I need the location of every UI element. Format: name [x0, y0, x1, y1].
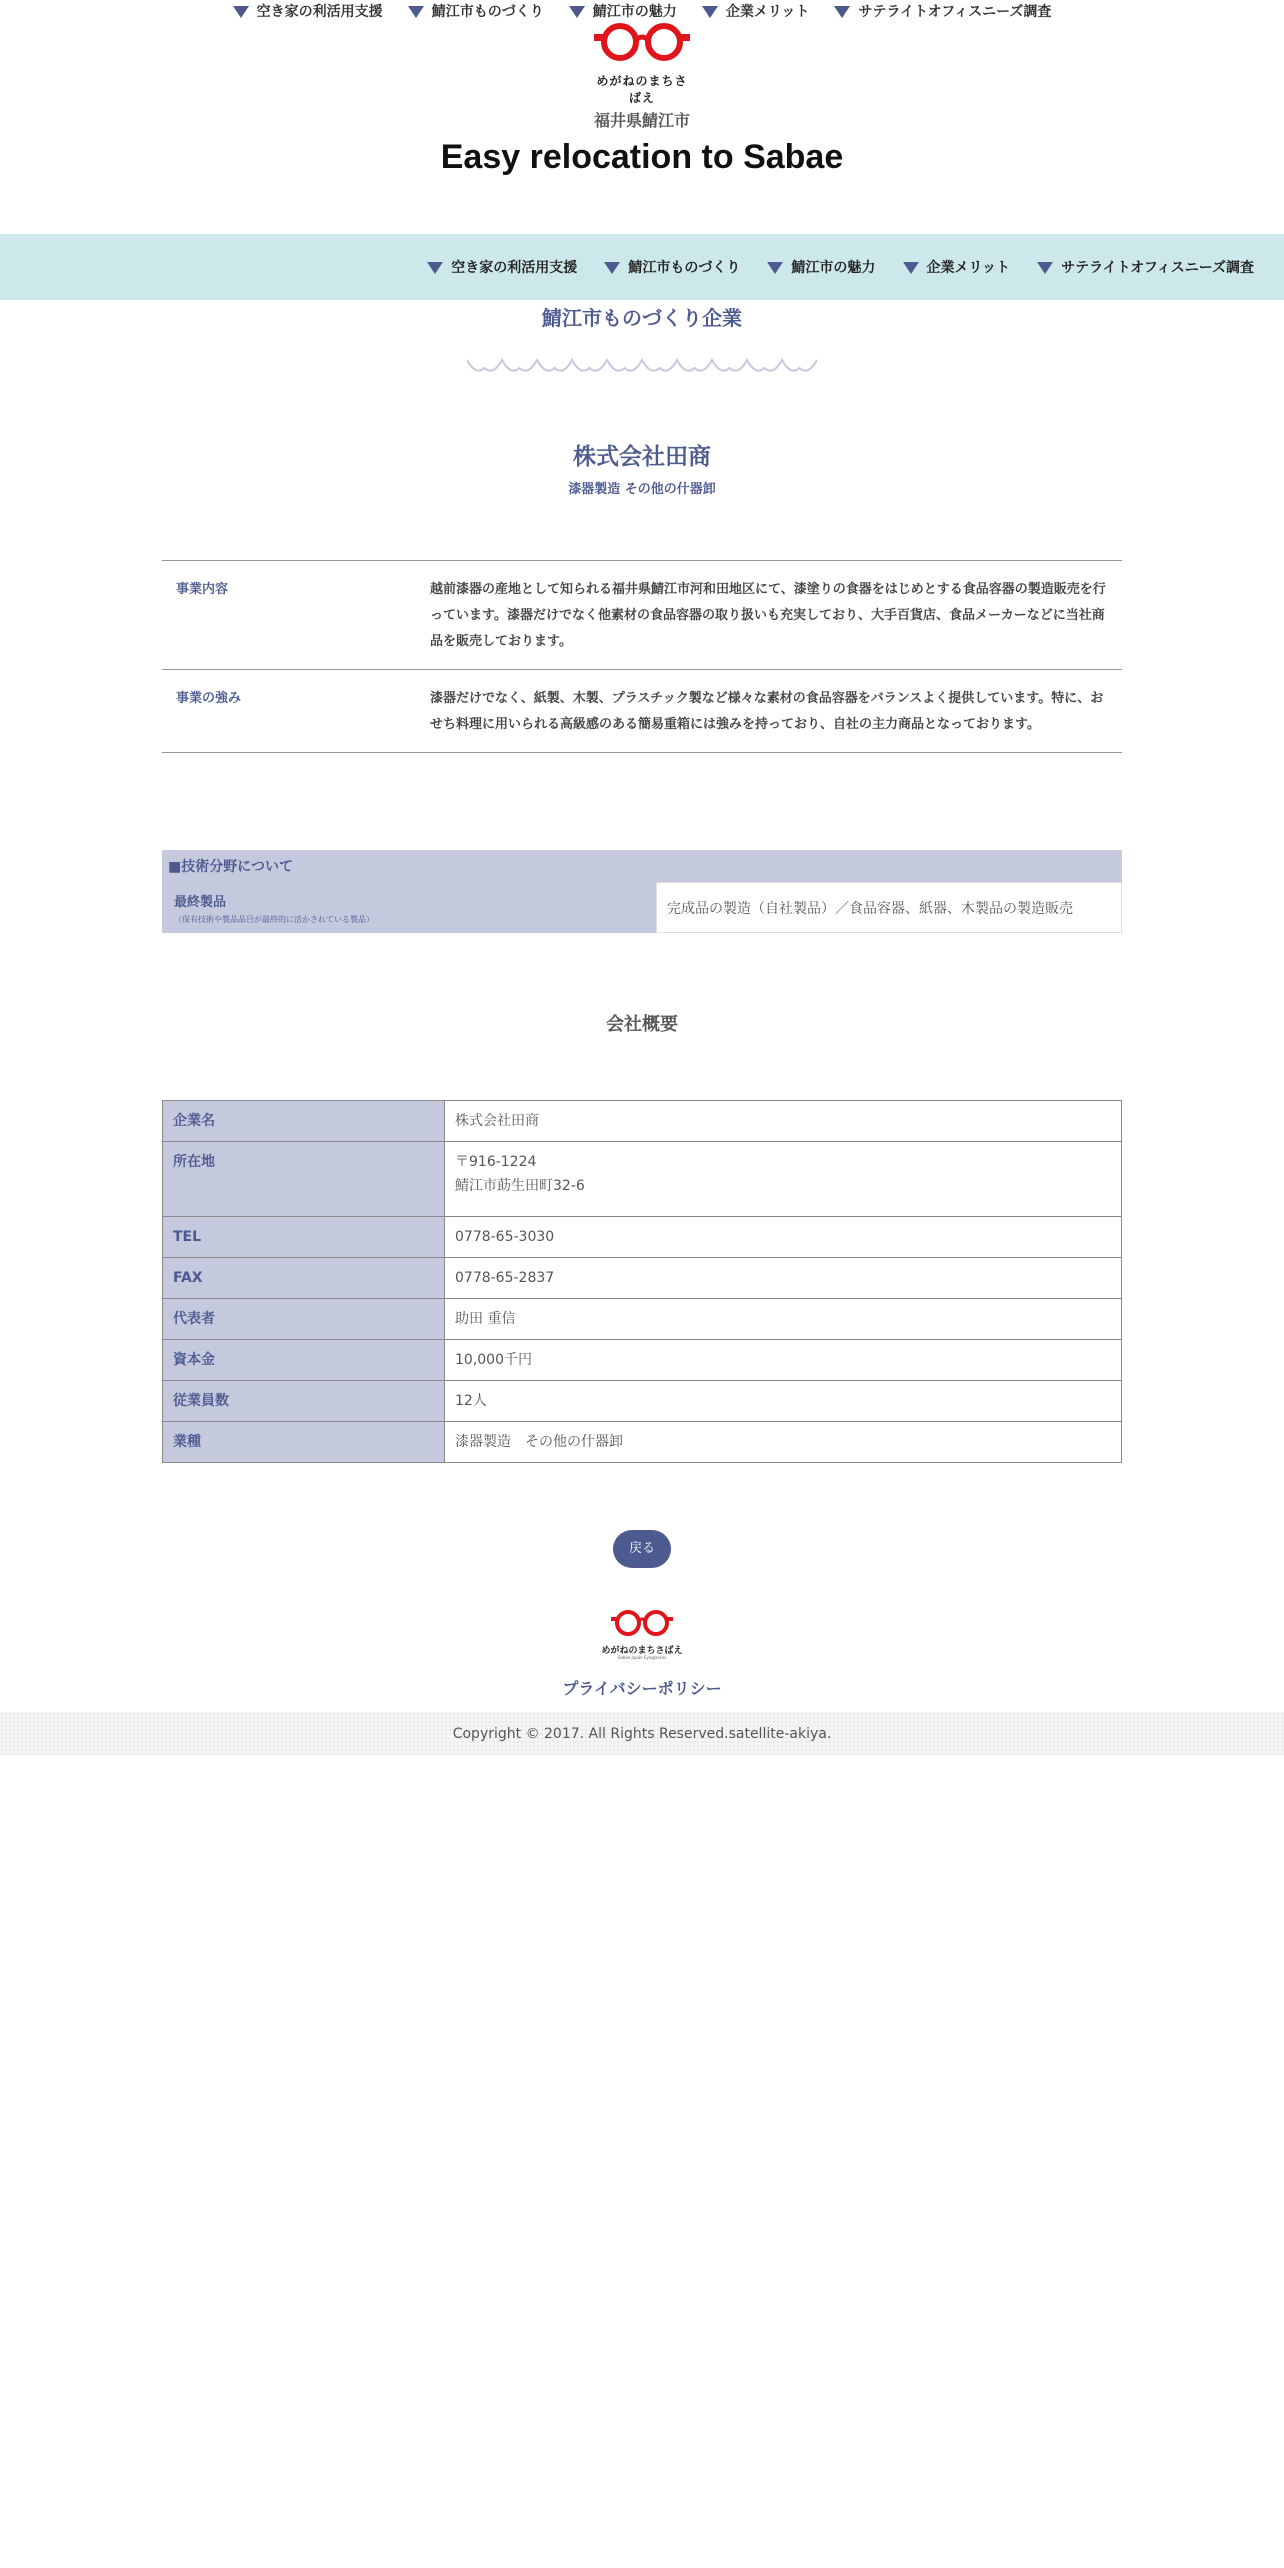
triangle-down-icon — [767, 262, 783, 274]
top-nav-item-miryoku[interactable]: 鯖江市の魅力 — [569, 0, 677, 24]
business-label: 事業の強み — [162, 670, 416, 753]
address: 鯖江市莇生田町32-6 — [455, 1178, 585, 1194]
top-nav-item-merit[interactable]: 企業メリット — [702, 0, 809, 24]
tech-field-note: （保有技術や製品品目が最終的に活かされている製品） — [174, 914, 374, 924]
glasses-logo-icon — [592, 18, 692, 66]
table-row: 所在地 〒916-1224 鯖江市莇生田町32-6 — [163, 1142, 1122, 1217]
copyright: Copyright © 2017. All Rights Reserved.satellite-akiya. — [0, 1712, 1284, 1756]
business-text: 漆器だけでなく、紙製、木製、プラスチック製など様々な素材の食品容器をバランスよく提供しています。特に、おせち料理に用いられる高級感のある簡易重箱には強みを持っており、自社の主力商品となっております。 — [416, 670, 1122, 753]
business-label: 事業内容 — [162, 561, 416, 670]
table-row — [162, 561, 1122, 670]
triangle-down-icon — [834, 6, 850, 18]
company-name: 株式会社田商 — [573, 444, 711, 470]
table-row: TEL 0778-65-3030 — [163, 1217, 1122, 1258]
table-row: FAX 0778-65-2837 — [163, 1258, 1122, 1299]
prefecture-label: 福井県鯖江市 — [593, 111, 690, 130]
triangle-down-icon — [233, 6, 249, 18]
triangle-down-icon — [569, 6, 585, 18]
footer-logo-text: めがねのまちさばえ — [601, 1646, 683, 1656]
triangle-down-icon — [604, 262, 620, 274]
nav-item-survey[interactable]: サテライトオフィスニーズ調査 — [1037, 235, 1254, 301]
triangle-down-icon — [408, 6, 424, 18]
tech-field-table — [162, 850, 1122, 933]
logo-text: めがねのまちさばえ — [596, 74, 688, 105]
table-row: 企業名 株式会社田商 — [163, 1101, 1122, 1142]
main-nav — [0, 234, 1284, 300]
company-category: 漆器製造 その他の什器卸 — [568, 482, 716, 497]
wave-divider — [467, 358, 817, 378]
table-row: 代表者 助田 重信 — [163, 1299, 1122, 1340]
business-text: 越前漆器の産地として知られる福井県鯖江市河和田地区にて、漆塗りの食器をはじめとする食品容器の製造販売を行っています。漆器だけでなく他素材の食品容器の取り扱いも充実しており、大手百貨店、食品メーカーなどに当社商品を販売しております。 — [416, 561, 1122, 670]
top-nav-item-monozukuri[interactable]: 鯖江市ものづくり — [408, 0, 544, 24]
table-row — [162, 883, 1122, 933]
footer-logo-subtext: Sabae Japan Eyeglasses — [617, 1655, 667, 1660]
site-logo[interactable] — [592, 18, 692, 105]
triangle-down-icon — [1037, 262, 1053, 274]
section-heading: 鯖江市ものづくり企業 — [542, 306, 742, 330]
company-overview-table — [162, 1100, 1122, 1463]
tech-field-value: 完成品の製造（自社製品）／食品容器、紙器、木製品の製造販売 — [657, 883, 1122, 933]
nav-item-miryoku[interactable]: 鯖江市の魅力 — [767, 235, 875, 301]
business-table — [162, 560, 1122, 753]
nav-item-akiya[interactable]: 空き家の利活用支援 — [427, 235, 577, 301]
nav-item-merit[interactable]: 企業メリット — [903, 235, 1010, 301]
table-row: 業種 漆器製造 その他の什器卸 — [163, 1422, 1122, 1463]
site-title: Easy relocation to Sabae — [440, 138, 844, 176]
overview-title: 会社概要 — [606, 1014, 678, 1035]
top-nav-item-survey[interactable]: サテライトオフィスニーズ調査 — [834, 0, 1051, 24]
top-nav-item-akiya[interactable]: 空き家の利活用支援 — [233, 0, 383, 24]
back-button[interactable]: 戻る — [613, 1530, 671, 1568]
table-row — [162, 670, 1122, 753]
table-row: 資本金 10,000千円 — [163, 1340, 1122, 1381]
triangle-down-icon — [702, 6, 718, 18]
tech-field-header: ■技術分野について — [162, 850, 1122, 883]
postal-code: 〒916-1224 — [455, 1154, 537, 1170]
triangle-down-icon — [903, 262, 919, 274]
glasses-logo-icon — [594, 1605, 690, 1641]
footer-logo[interactable] — [594, 1605, 690, 1661]
nav-item-monozukuri[interactable]: 鯖江市ものづくり — [604, 235, 740, 301]
triangle-down-icon — [427, 262, 443, 274]
tech-field-label: 最終製品 （保有技術や製品品目が最終的に活かされている製品） — [162, 883, 657, 933]
table-row: 従業員数 12人 — [163, 1381, 1122, 1422]
privacy-policy-link[interactable]: プライバシーポリシー — [562, 1679, 722, 1698]
